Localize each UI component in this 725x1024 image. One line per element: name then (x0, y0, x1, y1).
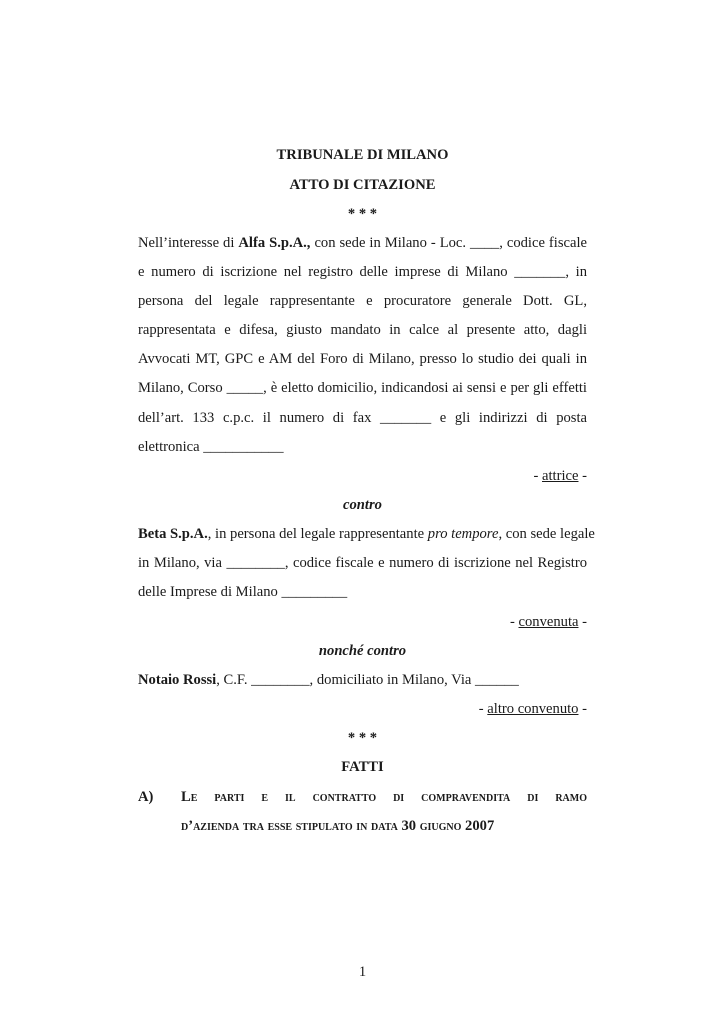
plaintiff-line-8: elettronica ___________ (138, 439, 284, 455)
section-letter: A) (138, 789, 154, 805)
plaintiff-line-4: rappresentata e difesa, giusto mandato in calce al presente atto, dagli (138, 322, 587, 338)
second-defendant-name: Notaio Rossi (138, 672, 217, 688)
separator-2: * * * (347, 730, 378, 746)
plaintiff-line-2: e numero di iscrizione nel registro delle imprese di Milano _______, in (138, 264, 587, 280)
plaintiff-line-5: Avvocati MT, GPC e AM del Foro di Milano, presso lo studio dei quali in (138, 351, 587, 367)
page-number: 1 (358, 964, 367, 980)
plaintiff-line-1: Nell’interesse di Alfa S.p.A., con sede in Milano - Loc. ____, codice fiscale (138, 235, 587, 251)
defendant-role: - convenuta - (509, 614, 587, 630)
defendant-line-3: delle Imprese di Milano _________ (138, 584, 348, 600)
plaintiff-name: Alfa S.p.A., (238, 235, 311, 251)
separator: * * * (347, 206, 378, 222)
contro-heading: contro (343, 497, 382, 513)
plaintiff-line-6: Milano, Corso _____, è eletto domicilio, indicandosi ai sensi e per gli effetti (138, 380, 587, 396)
document-title: ATTO DI CITAZIONE (289, 177, 436, 193)
second-defendant-line: Notaio Rossi, C.F. ________, domiciliato in Milano, Via ______ (138, 672, 519, 688)
section-heading-line-1: Le parti e il contratto di compravendita di ramo (181, 789, 587, 805)
facts-heading: FATTI (341, 759, 384, 775)
court-name: TRIBUNALE DI MILANO (276, 147, 449, 163)
plaintiff-line-3: persona del legale rappresentante e procuratore generale Dott. GL, (138, 293, 587, 309)
nonche-contro-heading: nonché contro (318, 643, 407, 659)
plaintiff-role: - attrice - (533, 468, 587, 484)
defendant-line-1: Beta S.p.A., in persona del legale rappresentante pro tempore, con sede legale (138, 526, 595, 542)
section-heading-line-2: d’azienda tra esse stipulato in data 30 giugno 2007 (181, 818, 495, 834)
defendant-line-2: in Milano, via ________, codice fiscale e numero di iscrizione nel Registro (138, 555, 587, 571)
second-defendant-role: - altro convenuto - (478, 701, 587, 717)
plaintiff-line-7: dell’art. 133 c.p.c. il numero di fax _______ e gli indirizzi di posta (138, 410, 587, 426)
defendant-name: Beta S.p.A. (138, 526, 208, 542)
